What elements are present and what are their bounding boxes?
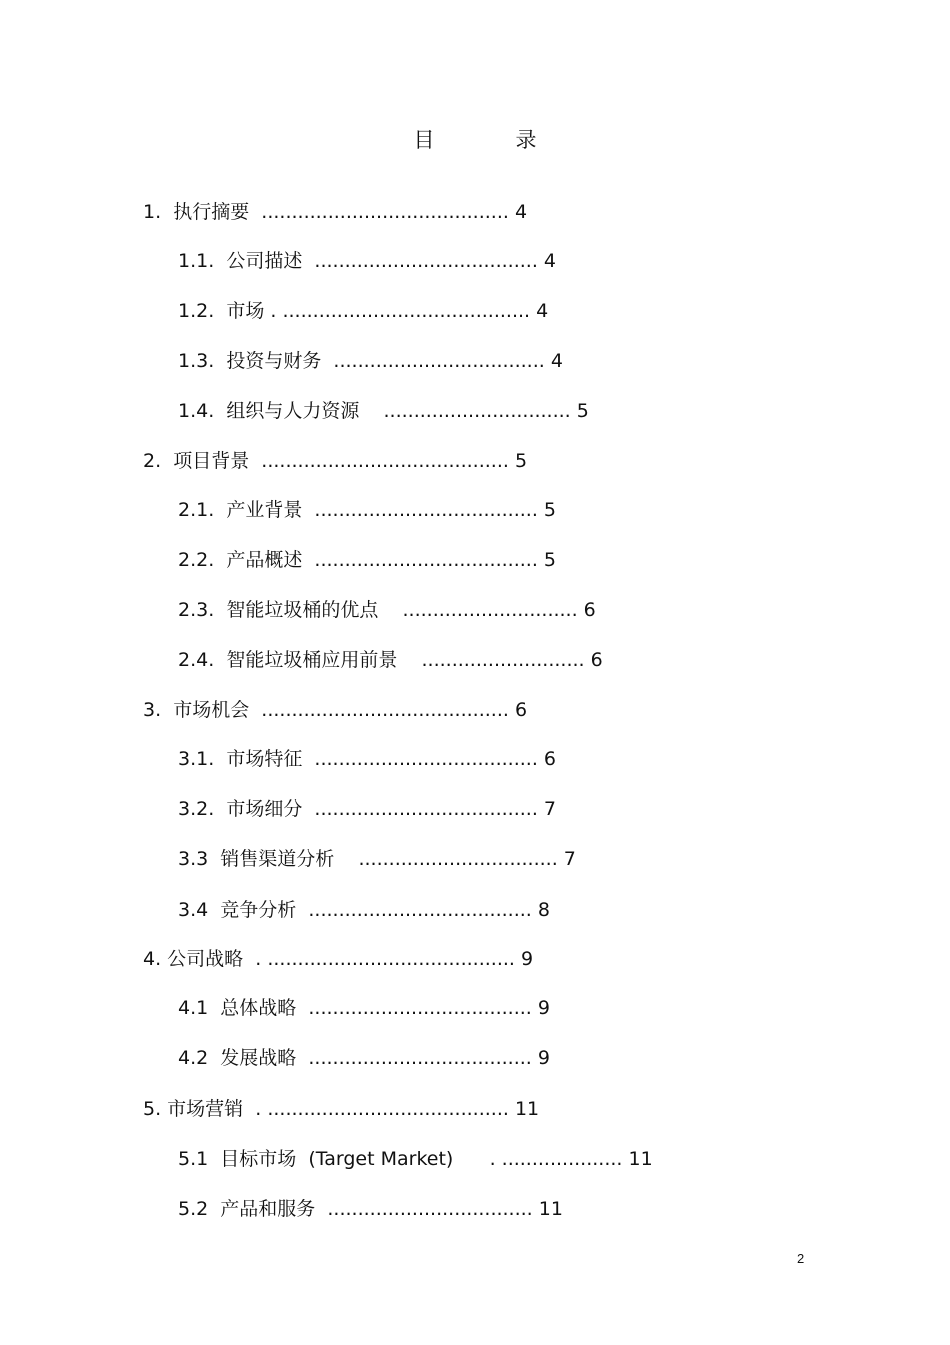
toc-entry[interactable]: 5.2 产品和服务 .................................. 11 — [178, 1198, 563, 1220]
toc-entry[interactable]: 4.2 发展战略 ..................................... 9 — [178, 1047, 550, 1069]
page-title: 目 录 — [413, 128, 567, 152]
toc-entry[interactable]: 2.2. 产品概述 ..................................... 5 — [178, 549, 557, 571]
toc-entry[interactable]: 1.1. 公司描述 ..................................... 4 — [178, 250, 557, 272]
toc-entry[interactable]: 1. 执行摘要 ......................................... 4 — [143, 201, 528, 223]
toc-entry[interactable]: 3.2. 市场细分 ..................................... 7 — [178, 798, 557, 820]
toc-entry[interactable]: 3.3 销售渠道分析 ................................. 7 — [178, 848, 576, 870]
toc-entry[interactable]: 4.1 总体战略 ..................................... 9 — [178, 997, 550, 1019]
toc-entry[interactable]: 5. 市场营销 . ........................................ 11 — [143, 1098, 540, 1120]
toc-entry[interactable]: 3.4 竞争分析 ..................................... 8 — [178, 899, 550, 921]
toc-entry[interactable]: 2.1. 产业背景 ..................................... 5 — [178, 499, 557, 521]
toc-entry[interactable]: 1.4. 组织与人力资源 ............................... 5 — [178, 400, 589, 422]
toc-entry[interactable]: 2.3. 智能垃圾桶的优点 ............................. 6 — [178, 599, 596, 621]
toc-entry[interactable]: 3. 市场机会 ......................................... 6 — [143, 699, 528, 721]
toc-entry[interactable]: 2. 项目背景 ......................................... 5 — [143, 450, 528, 472]
toc-entry[interactable]: 5.1 目标市场 (Target Market) . .................... 11 — [178, 1148, 653, 1170]
toc-entry[interactable]: 1.3. 投资与财务 ................................... 4 — [178, 350, 563, 372]
page-number: 2 — [797, 1251, 805, 1266]
toc-entry[interactable]: 4. 公司战略 . ......................................... 9 — [143, 948, 534, 970]
toc-entry[interactable]: 1.2. 市场 . ......................................... 4 — [178, 300, 549, 322]
toc-entry[interactable]: 3.1. 市场特征 ..................................... 6 — [178, 748, 557, 770]
toc-entry[interactable]: 2.4. 智能垃圾桶应用前景 ........................... 6 — [178, 649, 603, 671]
